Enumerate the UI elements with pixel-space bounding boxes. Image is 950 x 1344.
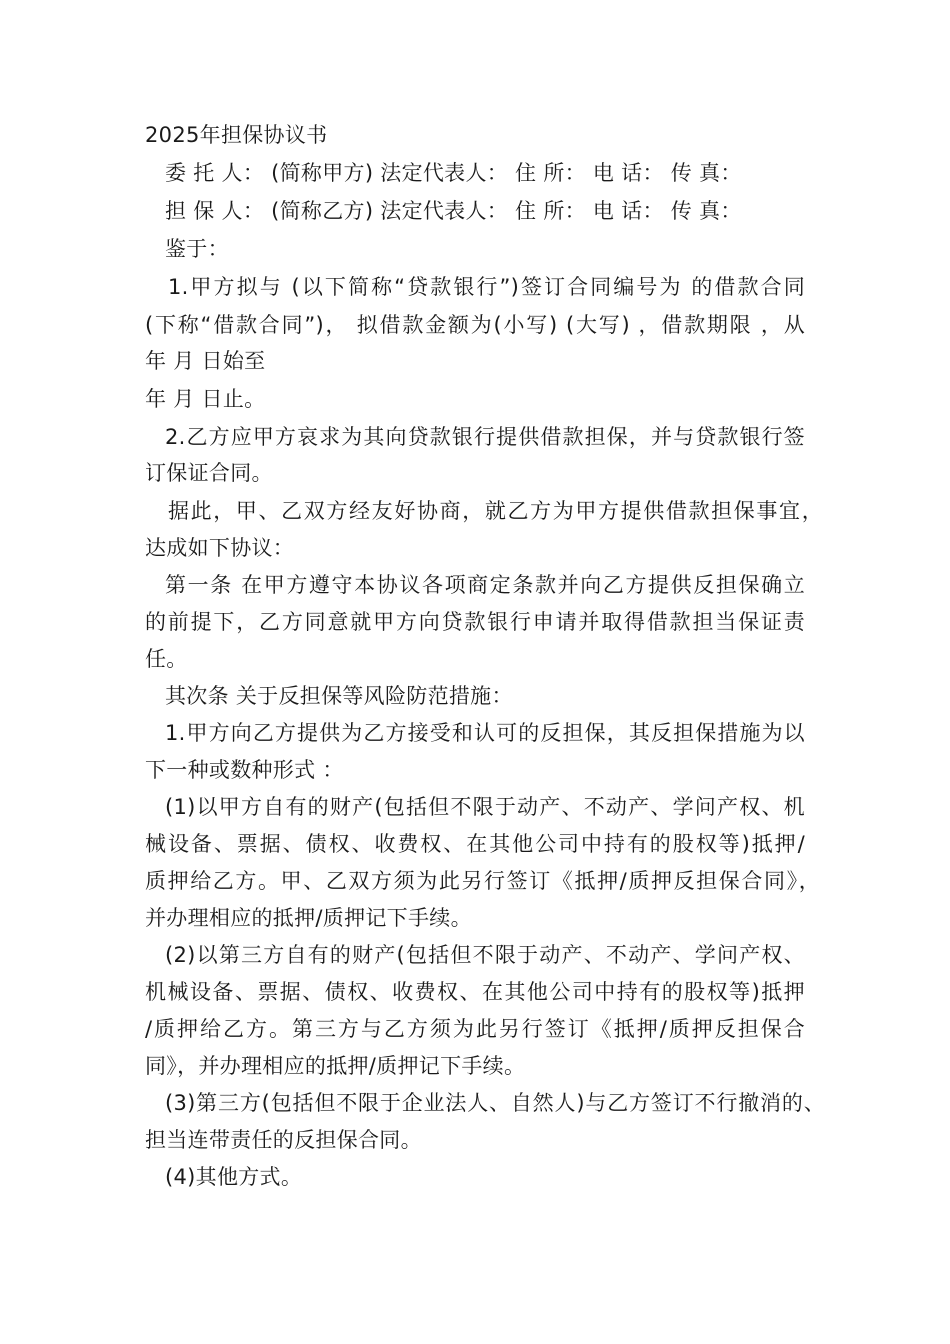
item-3-line-2: 担当连带责任的反担保合同。 [145, 1128, 422, 1152]
recital-1-line-3: 年 月 日始至 [145, 349, 266, 373]
item-2-line-4: 同》，并办理相应的抵押/质押记下手续。 [145, 1054, 526, 1078]
item-2-line-2: 机械设备、票据、债权、收费权、在其他公司中持有的股权等)抵押 [145, 980, 805, 1004]
item-2-line-3: /质押给乙方。第三方与乙方须为此另行签订《抵押/质押反担保合 [145, 1017, 805, 1041]
item-2-line-1: (2)以第三方自有的财产(包括但不限于动产、不动产、学问产权、 [165, 943, 805, 967]
item-1-line-2: 械设备、票据、债权、收费权、在其他公司中持有的股权等)抵押/ [145, 832, 805, 856]
article-1-line-3: 任。 [145, 647, 188, 671]
article-1-line-2: 的前提下，乙方同意就甲方向贷款银行申请并取得借款担当保证责 [145, 610, 805, 634]
item-1-line-1: (1)以甲方自有的财产(包括但不限于动产、不动产、学问产权、机 [165, 795, 805, 819]
preamble-line-2: 达成如下协议： [145, 536, 295, 560]
item-4-line: (4)其他方式。 [165, 1165, 303, 1189]
item-1-line-4: 并办理相应的抵押/质押记下手续。 [145, 906, 472, 930]
item-3-line-1: (3)第三方(包括但不限于企业法人、自然人)与乙方签订不行撤消的、 [165, 1091, 825, 1115]
party-a-line: 委 托 人： (简称甲方) 法定代表人： 住 所： 电 话： 传 真： [165, 161, 742, 185]
item-1-line-3: 质押给乙方。甲、乙双方须为此另行签订《抵押/质押反担保合同》， [145, 869, 820, 893]
preamble-line-1: 据此，甲、乙双方经友好协商，就乙方为甲方提供借款担保事宜， [168, 499, 823, 523]
document-title: 2025年担保协议书 [145, 123, 328, 147]
recital-2-line-1: 2.乙方应甲方哀求为其向贷款银行提供借款担保，并与贷款银行签 [165, 425, 805, 449]
recital-1-line-1: 1.甲方拟与 (以下简称“贷款银行”)签订合同编号为 的借款合同 [168, 275, 805, 299]
article-2-clause-1-line-2: 下一种或数种形式 ： [145, 758, 344, 782]
recital-1-line-2: (下称“借款合同”)， 拟借款金额为(小写) (大写) ，借款期限 ，从 [145, 313, 805, 337]
article-2-clause-1-line-1: 1.甲方向乙方提供为乙方接受和认可的反担保，其反担保措施为以 [165, 721, 805, 745]
article-1-line-1: 第一条 在甲方遵守本协议各项商定条款并向乙方提供反担保确立 [165, 573, 805, 597]
recital-1-line-4: 年 月 日止。 [145, 387, 266, 411]
whereas-heading: 鉴于： [165, 237, 229, 261]
recital-2-line-2: 订保证合同。 [145, 461, 273, 485]
party-b-line: 担 保 人： (简称乙方) 法定代表人： 住 所： 电 话： 传 真： [165, 199, 742, 223]
article-2-heading: 其次条 关于反担保等风险防范措施： [165, 684, 513, 708]
